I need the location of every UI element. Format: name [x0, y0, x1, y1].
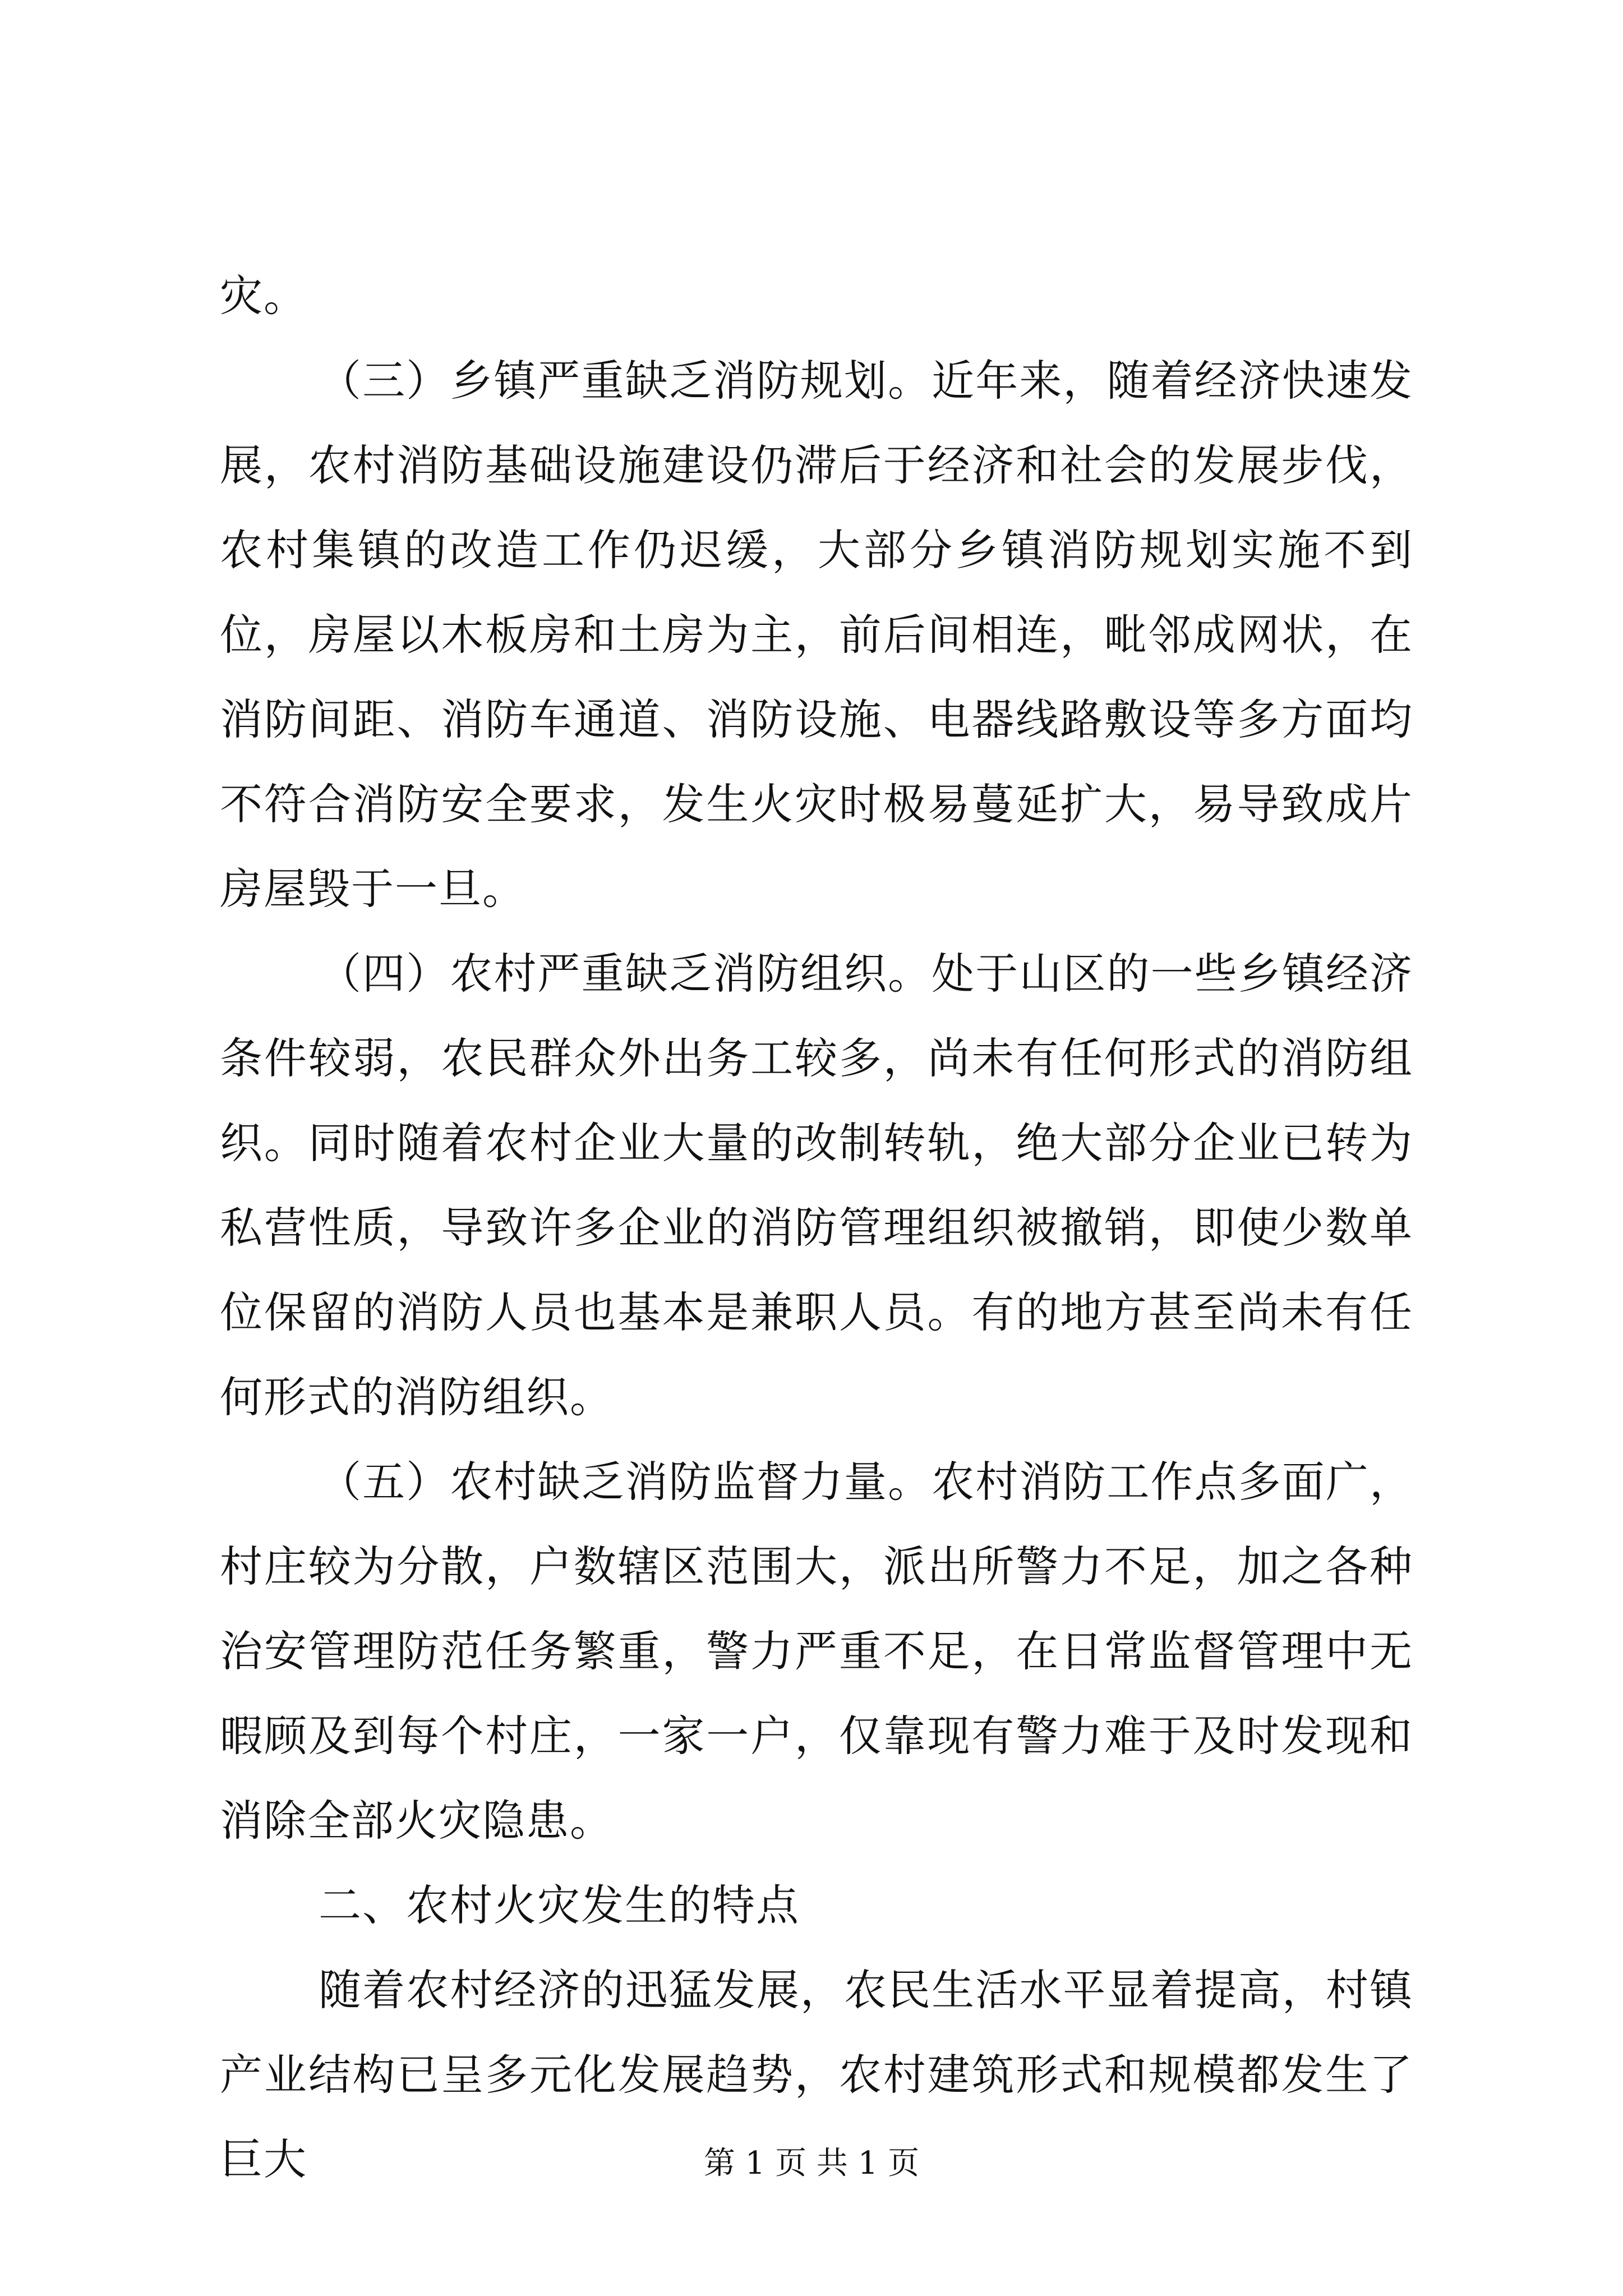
paragraph-intro: 随着农村经济的迅猛发展，农民生活水平显着提高，村镇产业结构已呈多元化发展趋势，农村建筑形式和规模都发生了巨大 [220, 1965, 1413, 2184]
document-body [220, 254, 1413, 2202]
paragraph-section-4: （四）农村严重缺乏消防组织。处于山区的一些乡镇经济条件较弱，农民群众外出务工较多，尚未有任何形式的消防组织。同时随着农村企业大量的改制转轨，绝大部分企业已转为私营性质，导致许多企业的消防管理组织被撤销，即使少数单位保留的消防人员也基本是兼职人员。有的地方甚至尚未有任何形式的消防组织。 [220, 949, 1413, 1422]
paragraph-continuation: 灾。 [220, 271, 307, 321]
page-footer: 第 1 页 共 1 页 [703, 2145, 920, 2182]
paragraph-section-3: （三）乡镇严重缺乏消防规划。近年来，随着经济快速发展，农村消防基础设施建设仍滞后于经济和社会的发展步伐，农村集镇的改造工作仍迟缓，大部分乡镇消防规划实施不到位，房屋以木板房和土房为主，前后间相连，毗邻成网状，在消防间距、消防车通道、消防设施、电器线路敷设等多方面均不符合消防安全要求，发生火灾时极易蔓延扩大，易导致成片房屋毁于一旦。 [220, 356, 1413, 914]
section-heading: 二、农村火灾发生的特点 [319, 1880, 800, 1930]
paragraph-section-5: （五）农村缺乏消防监督力量。农村消防工作点多面广，村庄较为分散，户数辖区范围大，派出所警力不足，加之各种治安管理防范任务繁重，警力严重不足，在日常监督管理中无暇顾及到每个村庄，一家一户，仅靠现有警力难于及时发现和消除全部火灾隐患。 [220, 1457, 1413, 1846]
